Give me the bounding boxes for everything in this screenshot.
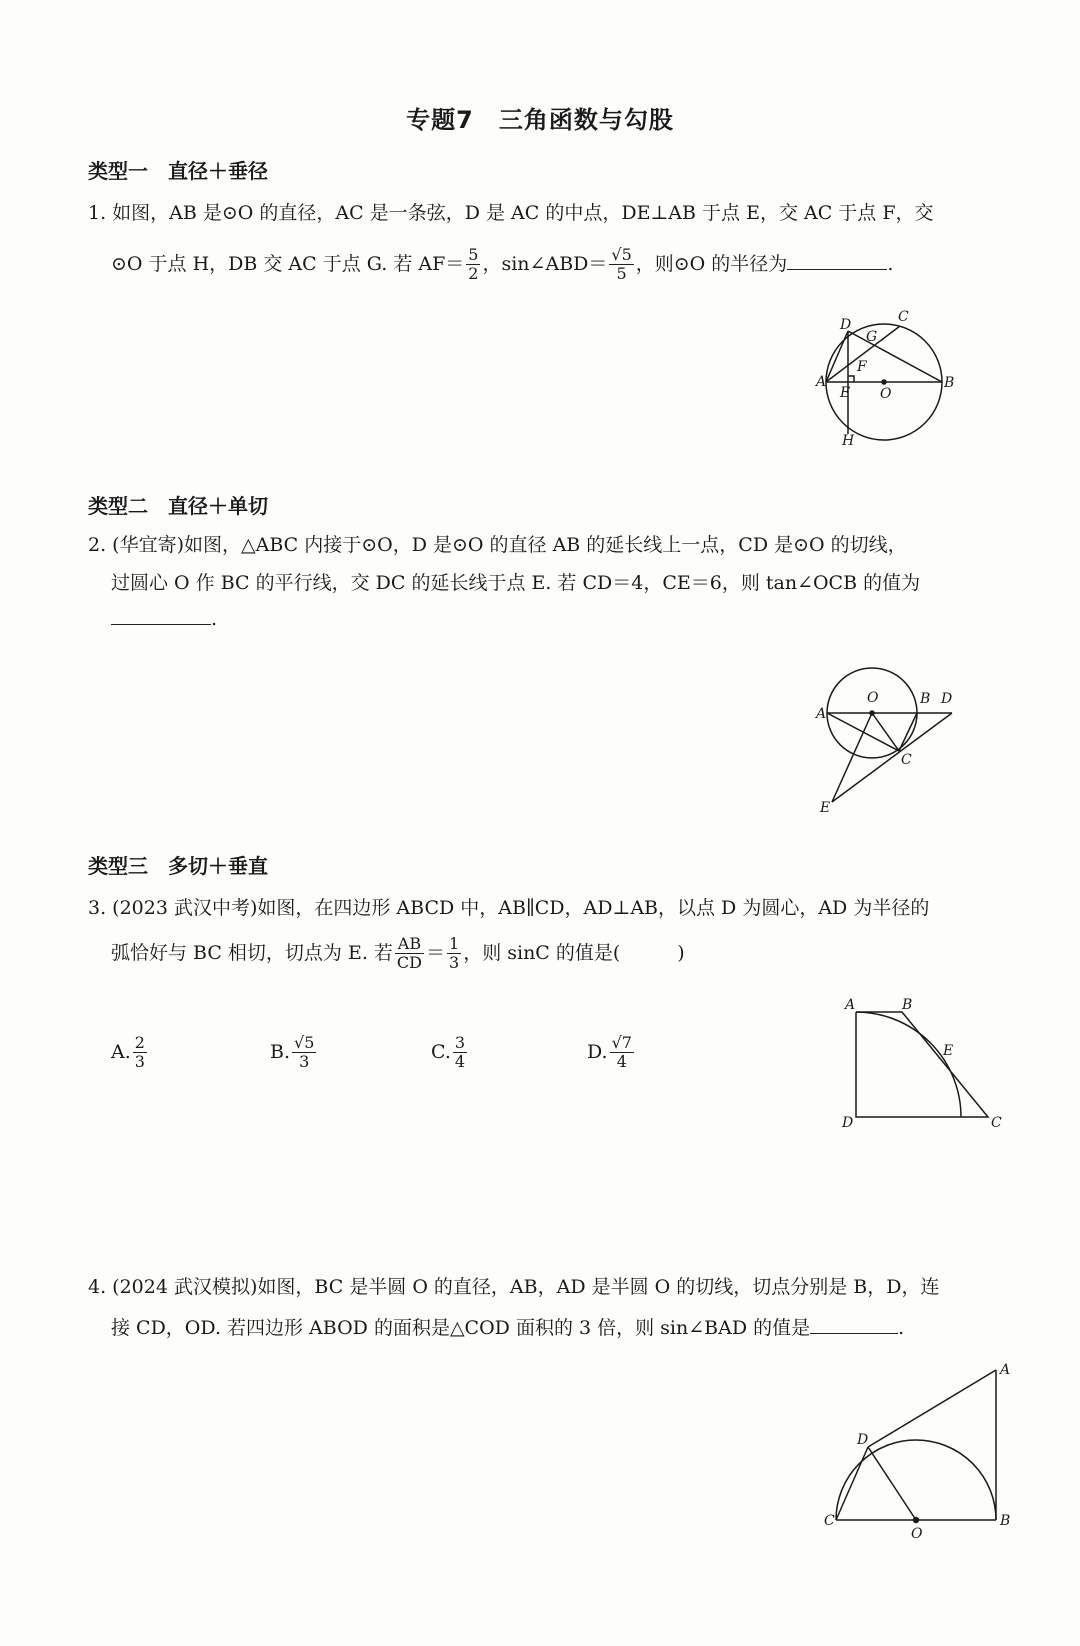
label-c: C [991,1115,1002,1131]
label-h: H [842,433,855,449]
section-heading-2: 类型二 直径＋单切 [88,494,268,518]
center-dot [870,711,874,715]
q1-text-a: ⊙O 于点 H，DB 交 AC 于点 G. 若 AF＝ [111,252,465,275]
label-a: A [845,997,856,1013]
q1-end: . [887,252,894,275]
frac-num: 1 [449,934,460,953]
label-c: C [901,752,912,768]
label-b: B [920,691,931,707]
q1-text-c: ，则⊙O 的半径为 [635,252,788,275]
frac-den: 4 [616,1052,627,1072]
frac-num: 3 [454,1033,466,1052]
option-d[interactable] [587,1034,636,1072]
frac-den: 2 [468,264,479,284]
answer-blank[interactable] [787,268,887,270]
label-f: F [857,359,867,375]
q3-frac-ratio [395,935,424,973]
label-a: A [816,706,827,722]
label-e: E [943,1043,954,1059]
label-b: B [944,375,955,391]
q1-line-2 [111,246,893,284]
option-frac [610,1034,634,1072]
frac-num: √7 [611,1033,632,1052]
q2-line-1: 2. (华宜寄)如图，△ABC 内接于⊙O，D 是⊙O 的直径 AB 的延长线上一点，CD 是⊙O 的切线， [88,534,907,556]
q3-line-2 [111,935,685,973]
frac-num: 5 [468,245,479,264]
frac-num: √5 [294,1033,315,1052]
center-dot [882,380,886,384]
segment-oc [872,713,899,751]
quadrilateral-abcd [856,1012,988,1117]
option-label: A. [111,1040,131,1063]
section-heading-3: 类型三 多切＋垂直 [88,854,268,878]
label-o: O [880,386,892,402]
label-d: D [857,1432,869,1448]
q4-figure [820,1360,1020,1540]
frac-den: 4 [454,1052,466,1072]
label-e: E [840,385,851,401]
q1-frac-sin [609,246,633,284]
frac-num: 2 [134,1033,145,1052]
section-heading-1: 类型一 直径＋垂径 [88,159,268,183]
q3-figure [830,995,1015,1140]
option-frac [292,1034,316,1072]
q2-figure [815,650,975,815]
q4-end: . [898,1317,905,1339]
q3-frac-value [447,935,461,973]
label-b: B [902,997,913,1013]
segment-de [832,713,952,802]
center-dot [914,1518,919,1523]
page-title: 专题7 三角函数与勾股 [406,106,674,134]
label-b: B [1000,1513,1011,1529]
label-o: O [867,690,879,706]
right-angle-mark [848,376,854,382]
frac-num: AB [395,935,424,954]
answer-blank[interactable] [810,1332,898,1334]
frac-den: 3 [134,1052,145,1072]
option-label: B. [270,1040,291,1063]
frac-den: CD [396,953,422,973]
q1-text-b: ，sin∠ABD＝ [482,252,608,275]
label-c: C [824,1513,835,1529]
label-a: A [1000,1362,1011,1378]
q3-text-a: 弧恰好与 BC 相切，切点为 E. 若 [111,941,393,964]
label-c: C [898,309,909,325]
q1-frac-af [466,246,480,284]
label-o: O [911,1526,923,1540]
segment-cd [836,1447,868,1520]
frac-den: 3 [449,953,460,973]
frac-den: 5 [616,264,627,284]
label-d: D [941,691,953,707]
option-b[interactable] [270,1034,318,1072]
frac-den: 3 [299,1052,310,1072]
option-a[interactable] [111,1034,149,1072]
q3-text-b: ＝ [426,941,446,964]
q4-line-2 [111,1313,904,1340]
option-label: D. [587,1040,608,1063]
option-label: C. [431,1040,451,1063]
q4-line-1: 4. (2024 武汉模拟)如图，BC 是半圆 O 的直径，AB，AD 是半圆 O 的切线，切点分别是 B，D，连 [88,1276,940,1298]
frac-num: √5 [611,245,632,264]
segment-od [868,1447,916,1520]
label-e: E [820,800,831,815]
label-d: D [842,1115,854,1131]
option-frac [133,1034,147,1072]
tangent-ad [868,1370,996,1447]
q3-text-c: ，则 sinC 的值是( ) [463,941,685,964]
q1-figure [810,305,970,455]
q2-line-3 [111,608,217,630]
option-c[interactable] [431,1034,469,1072]
label-d: D [840,317,852,333]
option-frac [453,1034,467,1072]
answer-blank[interactable] [111,623,211,625]
label-a: A [816,374,827,390]
q1-line-1: 1. 如图，AB 是⊙O 的直径，AC 是一条弦，D 是 AC 的中点，DE⊥AB 于点 E，交 AC 于点 F，交 [88,202,934,224]
q2-line-2: 过圆心 O 作 BC 的平行线，交 DC 的延长线于点 E. 若 CD＝4，CE＝6，则 tan∠OCB 的值为 [111,572,921,594]
semicircle [836,1440,996,1520]
label-g: G [866,329,878,345]
q3-line-1: 3. (2023 武汉中考)如图，在四边形 ABCD 中，AB∥CD，AD⊥AB，以点 D 为圆心，AD 为半径的 [88,897,930,919]
q4-text: 接 CD，OD. 若四边形 ABOD 的面积是△COD 面积的 3 倍，则 sin∠BAD 的值是 [111,1317,811,1339]
q2-end: . [211,608,218,630]
